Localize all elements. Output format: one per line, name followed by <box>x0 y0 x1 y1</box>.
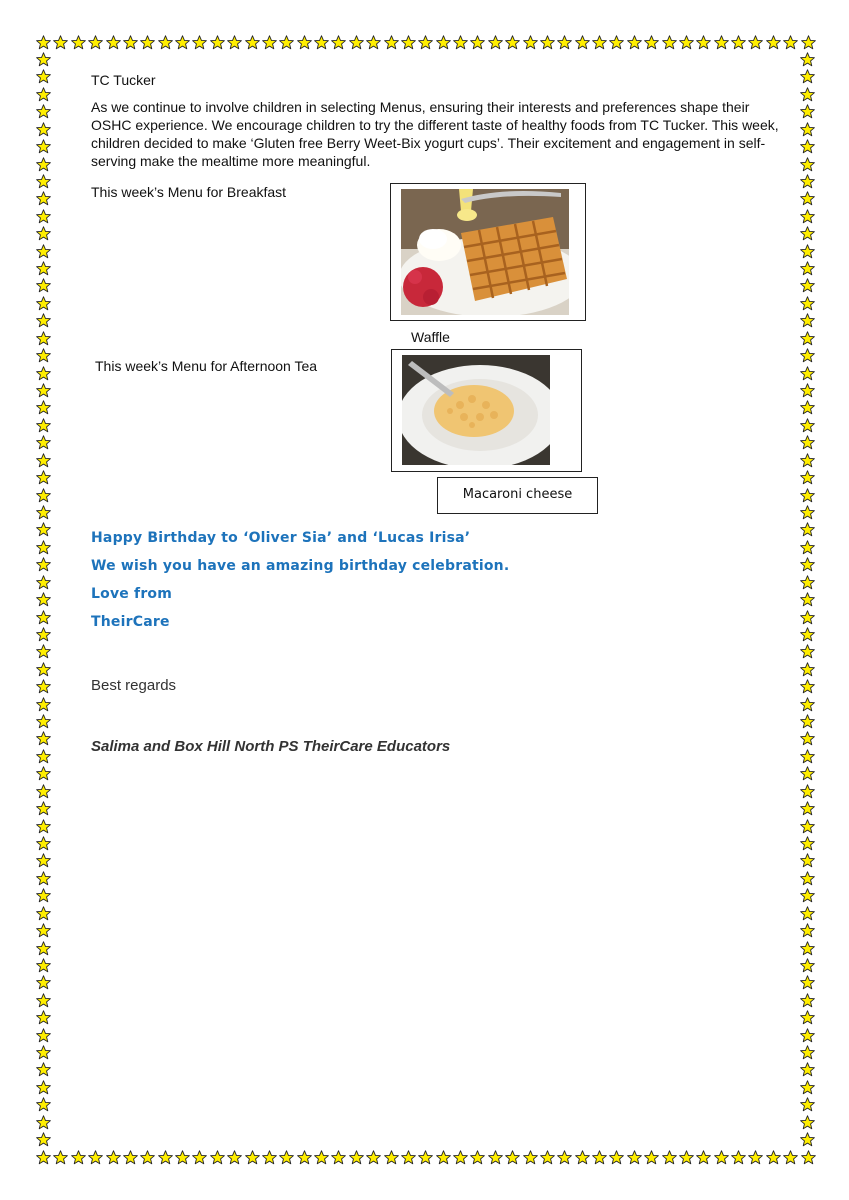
star-icon <box>192 1150 207 1165</box>
star-icon <box>227 35 242 50</box>
star-icon <box>800 610 816 625</box>
star-icon <box>297 1150 312 1165</box>
breakfast-caption: Waffle <box>411 329 450 345</box>
star-icon <box>523 1150 538 1165</box>
star-icon <box>314 35 329 50</box>
star-icon <box>800 261 816 276</box>
star-icon <box>36 69 52 84</box>
star-icon <box>800 69 816 84</box>
star-icon <box>36 871 52 886</box>
star-icon <box>453 1150 468 1165</box>
star-icon <box>800 906 816 921</box>
star-icon <box>783 1150 798 1165</box>
star-icon <box>800 505 816 520</box>
afternoon-tea-caption: Macaroni cheese <box>462 487 573 502</box>
star-icon <box>800 888 816 903</box>
star-icon <box>192 35 207 50</box>
star-icon <box>140 35 155 50</box>
star-icon <box>349 1150 364 1165</box>
star-icon <box>800 975 816 990</box>
star-icon <box>800 784 816 799</box>
star-icon <box>88 35 103 50</box>
star-icon <box>331 35 346 50</box>
star-icon <box>36 157 52 172</box>
star-icon <box>36 209 52 224</box>
waffle-image <box>401 189 569 315</box>
star-icon <box>748 35 763 50</box>
star-icon <box>800 575 816 590</box>
star-border-bottom <box>36 1150 816 1166</box>
birthday-line-4: TheirCare <box>91 614 170 630</box>
star-icon <box>540 35 555 50</box>
star-icon <box>679 1150 694 1165</box>
star-icon <box>262 1150 277 1165</box>
star-icon <box>175 1150 190 1165</box>
birthday-line-1: Happy Birthday to ‘Oliver Sia’ and ‘Lucas Irisa’ <box>91 530 471 546</box>
star-icon <box>36 191 52 206</box>
star-icon <box>731 1150 746 1165</box>
birthday-line-2: We wish you have an amazing birthday celebration. <box>91 558 510 574</box>
star-icon <box>800 191 816 206</box>
star-icon <box>800 435 816 450</box>
star-icon <box>800 400 816 415</box>
star-icon <box>662 35 677 50</box>
birthday-line-3: Love from <box>91 586 173 602</box>
star-icon <box>800 348 816 363</box>
star-icon <box>800 819 816 834</box>
star-icon <box>53 35 68 50</box>
star-icon <box>36 383 52 398</box>
star-icon <box>36 1010 52 1025</box>
star-icon <box>401 35 416 50</box>
star-icon <box>609 1150 624 1165</box>
star-icon <box>106 1150 121 1165</box>
star-icon <box>800 679 816 694</box>
star-icon <box>800 313 816 328</box>
macaroni-caption-box <box>437 477 598 514</box>
raspberry <box>423 289 439 305</box>
star-icon <box>800 296 816 311</box>
star-icon <box>88 1150 103 1165</box>
star-icon <box>36 278 52 293</box>
star-icon <box>36 697 52 712</box>
star-icon <box>800 941 816 956</box>
star-icon <box>36 731 52 746</box>
star-icon <box>800 1010 816 1025</box>
star-icon <box>140 1150 155 1165</box>
star-icon <box>349 35 364 50</box>
star-icon <box>800 157 816 172</box>
star-icon <box>540 1150 555 1165</box>
star-border-right <box>800 52 816 1148</box>
star-icon <box>800 122 816 137</box>
star-icon <box>800 644 816 659</box>
star-icon <box>36 993 52 1008</box>
star-icon <box>210 35 225 50</box>
star-icon <box>36 1045 52 1060</box>
star-icon <box>366 35 381 50</box>
star-icon <box>436 1150 451 1165</box>
star-icon <box>384 35 399 50</box>
star-icon <box>800 557 816 572</box>
star-border-left <box>36 52 52 1148</box>
star-icon <box>800 662 816 677</box>
star-icon <box>36 87 52 102</box>
star-icon <box>36 888 52 903</box>
custard-pool <box>457 209 477 221</box>
star-icon <box>418 1150 433 1165</box>
star-icon <box>384 1150 399 1165</box>
star-icon <box>36 836 52 851</box>
star-icon <box>36 923 52 938</box>
star-icon <box>800 592 816 607</box>
star-icon <box>36 627 52 642</box>
raspberry <box>408 270 422 284</box>
star-icon <box>627 1150 642 1165</box>
star-icon <box>36 244 52 259</box>
star-icon <box>36 418 52 433</box>
star-icon <box>36 1115 52 1130</box>
breakfast-menu-label: This week’s Menu for Breakfast <box>91 184 287 200</box>
star-icon <box>210 1150 225 1165</box>
best-regards: Best regards <box>91 677 177 694</box>
star-icon <box>592 35 607 50</box>
star-icon <box>800 958 816 973</box>
star-icon <box>800 209 816 224</box>
star-icon <box>314 1150 329 1165</box>
star-icon <box>158 35 173 50</box>
star-icon <box>36 366 52 381</box>
star-icon <box>36 470 52 485</box>
star-icon <box>592 1150 607 1165</box>
star-icon <box>36 906 52 921</box>
star-icon <box>800 714 816 729</box>
star-icon <box>36 662 52 677</box>
star-icon <box>800 366 816 381</box>
star-icon <box>36 1132 52 1147</box>
star-icon <box>800 139 816 154</box>
star-icon <box>800 993 816 1008</box>
star-icon <box>36 1080 52 1095</box>
star-icon <box>800 766 816 781</box>
star-icon <box>609 35 624 50</box>
star-icon <box>575 1150 590 1165</box>
afternoon-tea-menu-label: This week’s Menu for Afternoon Tea <box>95 358 318 374</box>
star-icon <box>800 1062 816 1077</box>
star-icon <box>297 35 312 50</box>
star-icon <box>801 35 816 50</box>
star-icon <box>766 1150 781 1165</box>
star-icon <box>800 1115 816 1130</box>
star-icon <box>36 1150 51 1165</box>
star-icon <box>123 35 138 50</box>
star-icon <box>800 174 816 189</box>
star-icon <box>36 749 52 764</box>
star-icon <box>766 35 781 50</box>
star-icon <box>800 1045 816 1060</box>
star-icon <box>800 836 816 851</box>
star-icon <box>36 261 52 276</box>
star-icon <box>36 488 52 503</box>
star-icon <box>36 557 52 572</box>
star-icon <box>575 35 590 50</box>
star-icon <box>245 35 260 50</box>
star-icon <box>800 87 816 102</box>
star-icon <box>36 174 52 189</box>
star-icon <box>800 226 816 241</box>
star-icon <box>731 35 746 50</box>
star-icon <box>36 644 52 659</box>
star-icon <box>488 35 503 50</box>
star-icon <box>36 941 52 956</box>
star-icon <box>123 1150 138 1165</box>
star-icon <box>453 35 468 50</box>
star-icon <box>800 383 816 398</box>
star-icon <box>800 697 816 712</box>
star-icon <box>331 1150 346 1165</box>
intro-paragraph: As we continue to involve children in selecting Menus, ensuring their interests and preferences shape their OSHC experience. We encourage children to try the different taste of healthy foods from TC Tucker. This week, children decided to make ‘Gluten free Berry Weet-Bix yogurt cups’. Their excitement and engagement in self-serving make the mealtime more meaningful. <box>91 99 779 169</box>
star-icon <box>279 35 294 50</box>
star-icon <box>783 35 798 50</box>
star-icon <box>36 313 52 328</box>
star-icon <box>627 35 642 50</box>
star-border-top <box>36 35 816 51</box>
star-icon <box>800 244 816 259</box>
star-icon <box>470 35 485 50</box>
star-icon <box>800 801 816 816</box>
star-icon <box>800 1097 816 1112</box>
whipped-cream <box>419 229 447 249</box>
star-icon <box>175 35 190 50</box>
star-icon <box>800 522 816 537</box>
star-icon <box>36 784 52 799</box>
star-icon <box>644 35 659 50</box>
star-icon <box>36 348 52 363</box>
star-icon <box>36 122 52 137</box>
star-icon <box>800 453 816 468</box>
star-icon <box>36 139 52 154</box>
star-icon <box>662 1150 677 1165</box>
star-icon <box>418 35 433 50</box>
star-icon <box>36 592 52 607</box>
star-icon <box>366 1150 381 1165</box>
star-icon <box>227 1150 242 1165</box>
star-icon <box>800 104 816 119</box>
star-icon <box>71 35 86 50</box>
star-icon <box>36 296 52 311</box>
star-icon <box>36 52 52 67</box>
star-icon <box>36 610 52 625</box>
star-icon <box>36 958 52 973</box>
star-icon <box>36 853 52 868</box>
star-icon <box>71 1150 86 1165</box>
star-icon <box>36 975 52 990</box>
star-icon <box>679 35 694 50</box>
star-icon <box>262 35 277 50</box>
star-icon <box>36 1097 52 1112</box>
star-icon <box>401 1150 416 1165</box>
star-icon <box>488 1150 503 1165</box>
star-icon <box>36 766 52 781</box>
star-icon <box>800 278 816 293</box>
star-icon <box>158 1150 173 1165</box>
star-icon <box>505 35 520 50</box>
star-icon <box>696 35 711 50</box>
star-icon <box>36 400 52 415</box>
star-icon <box>36 435 52 450</box>
star-icon <box>36 575 52 590</box>
star-icon <box>53 1150 68 1165</box>
star-icon <box>800 1132 816 1147</box>
star-icon <box>36 522 52 537</box>
star-icon <box>800 853 816 868</box>
star-icon <box>36 453 52 468</box>
star-icon <box>36 1028 52 1043</box>
star-icon <box>800 731 816 746</box>
page-title: TC Tucker <box>91 72 156 88</box>
breakfast-image-frame <box>390 183 586 321</box>
star-icon <box>800 540 816 555</box>
star-icon <box>800 749 816 764</box>
star-icon <box>800 1028 816 1043</box>
star-icon <box>696 1150 711 1165</box>
star-icon <box>800 418 816 433</box>
star-icon <box>36 35 51 50</box>
star-icon <box>557 35 572 50</box>
afternoon-image-frame <box>391 349 582 472</box>
star-icon <box>106 35 121 50</box>
star-icon <box>714 1150 729 1165</box>
star-icon <box>36 679 52 694</box>
star-icon <box>36 104 52 119</box>
star-icon <box>800 871 816 886</box>
star-icon <box>800 488 816 503</box>
star-icon <box>36 819 52 834</box>
star-icon <box>800 1080 816 1095</box>
star-icon <box>470 1150 485 1165</box>
star-icon <box>800 923 816 938</box>
star-icon <box>505 1150 520 1165</box>
star-icon <box>436 35 451 50</box>
star-icon <box>748 1150 763 1165</box>
star-icon <box>245 1150 260 1165</box>
star-icon <box>523 35 538 50</box>
star-icon <box>800 627 816 642</box>
star-icon <box>279 1150 294 1165</box>
star-icon <box>36 1062 52 1077</box>
star-icon <box>36 714 52 729</box>
star-icon <box>36 226 52 241</box>
star-icon <box>800 470 816 485</box>
macaroni-cheese-image <box>402 355 550 465</box>
star-icon <box>644 1150 659 1165</box>
star-icon <box>36 505 52 520</box>
signoff: Salima and Box Hill North PS TheirCare Educators <box>91 738 451 755</box>
star-icon <box>36 331 52 346</box>
star-icon <box>557 1150 572 1165</box>
star-icon <box>36 801 52 816</box>
star-icon <box>714 35 729 50</box>
star-icon <box>800 331 816 346</box>
star-icon <box>36 540 52 555</box>
star-icon <box>801 1150 816 1165</box>
star-icon <box>800 52 816 67</box>
